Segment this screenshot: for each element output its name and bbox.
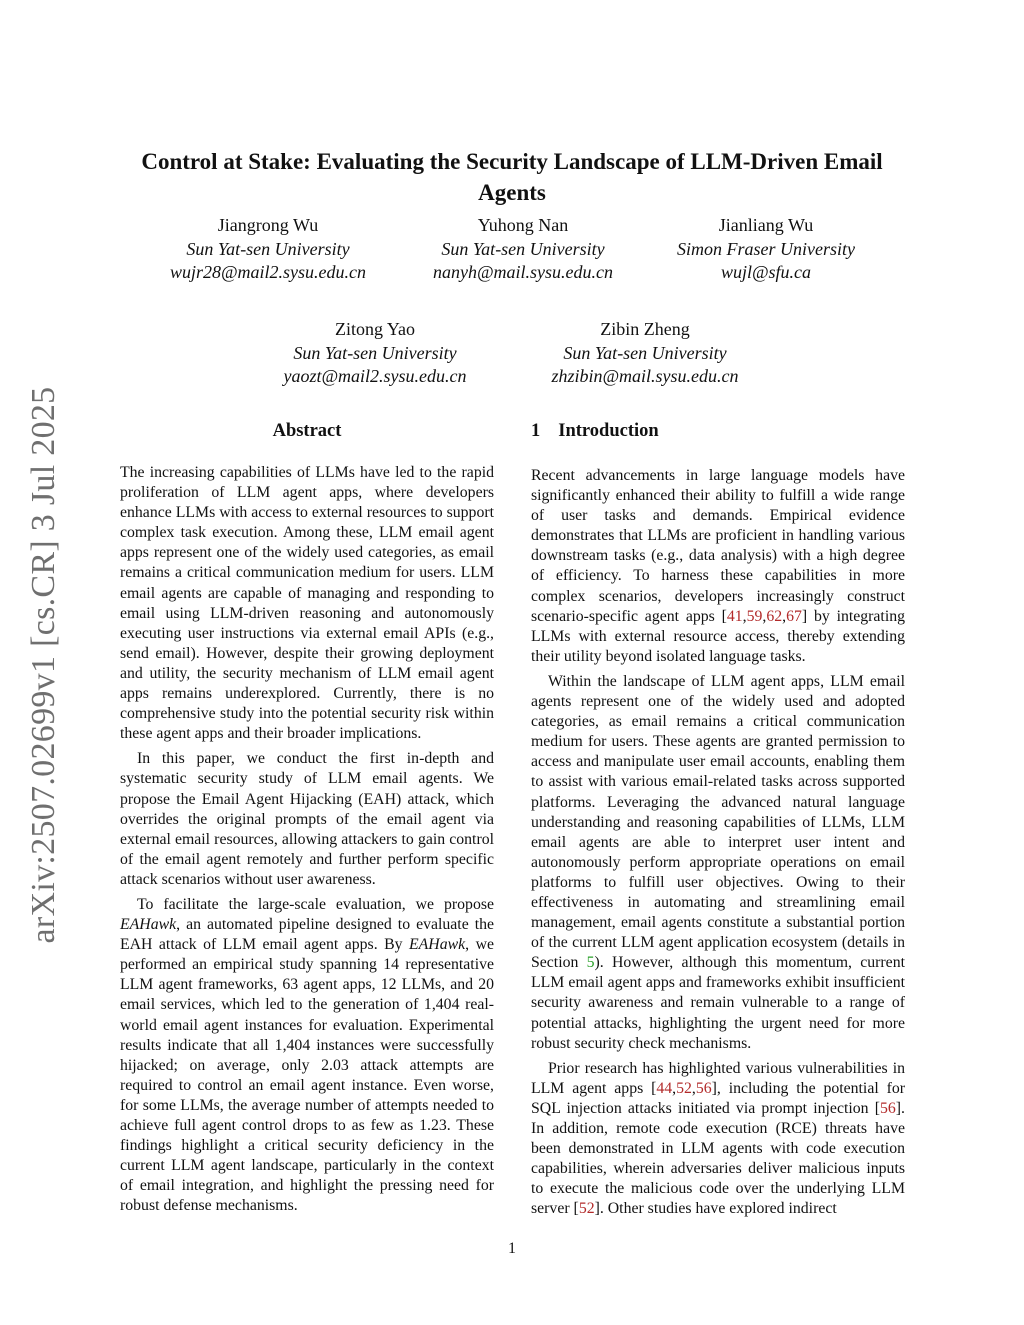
author-name: Zibin Zheng <box>600 319 690 339</box>
citation-link[interactable]: 44 <box>656 1079 673 1097</box>
author-name: Zitong Yao <box>334 319 415 339</box>
abstract-column <box>120 463 494 1216</box>
citation-link[interactable]: 62 <box>766 607 783 625</box>
paper-title: Control at Stake: Evaluating the Security Landscape of LLM-Driven Email Agents <box>141 149 883 205</box>
author-name: Yuhong Nan <box>477 215 569 235</box>
author-block <box>225 318 525 389</box>
section-number: 1 <box>531 421 541 441</box>
citation-link[interactable]: 52 <box>578 1200 595 1218</box>
citation-link[interactable]: 41 <box>726 607 743 625</box>
citation-link[interactable]: 56 <box>695 1079 712 1097</box>
arxiv-id: arXiv:2507.02699v1 [cs.CR] 3 Jul 2025 <box>25 386 62 944</box>
section-link[interactable]: 5 <box>586 954 595 972</box>
introduction-column <box>531 466 905 1219</box>
author-block <box>495 318 795 389</box>
abstract-paragraph: The increasing capabilities of LLMs have led to the rapid proliferation of LLM agent apps, where developers enhance LLMs with access to external resources to support complex task execution. Among these, LLM email agent apps represent one of the widely used categories, as email remains a critical communication medium for users. LLM email agents are capable of managing and responding to email using LLM-driven reasoning and autonomously executing user instructions via external email APIs (e.g., send email). However, despite their growing deployment and utility, the security mechanism of LLM email agent apps remains underexplored. Currently, there is no comprehensive study into the potential security risk within these agent apps and their broader implications. <box>120 464 494 743</box>
citation-link[interactable]: 67 <box>786 607 802 625</box>
author-email[interactable]: yaozt@mail2.sysu.edu.cn <box>283 366 467 386</box>
introduction-heading <box>531 421 659 442</box>
intro-paragraph: Recent advancements in large language models have significantly enhanced their ability to fulfill a wide range of user tasks and demands. Empirical evidence demonstrates that LLMs are proficient in handling various downstream tasks (e.g., data analysis) with a high degree of efficiency. To harness these capabilities in more complex scenarios, developers increasingly construct scenario-specific agent apps [41,59,62,67] by integrating LLMs with external resource access, thereby extending their utility beyond isolated language tasks. <box>531 467 906 665</box>
author-affiliation: Sun Yat-sen University <box>186 238 350 259</box>
tool-name: EAHawk <box>120 916 177 934</box>
author-email[interactable]: wujl@sfu.ca <box>720 262 812 282</box>
author-affiliation: Sun Yat-sen University <box>293 342 457 363</box>
author-affiliation: Sun Yat-sen University <box>563 342 727 363</box>
author-name: Jiangrong Wu <box>217 215 319 235</box>
intro-paragraph: Within the landscape of LLM agent apps, LLM email agents represent one of the widely used and adopted categories, as email remains a critical communication medium for users. These agents are granted permission to access and manipulate user email accounts, enabling them to assist with various email-related tasks across supported platforms. Leveraging the advanced natural language understanding and reasoning capabilities of LLMs, LLM email agents are able to interpret user intent and autonomously perform appropriate operations on email platforms to fulfill user objectives. Owing to their effectiveness in automating and streamlining email management, email agents constitute a substantial portion of the current LLM agent application ecosystem (details in Section 5). However, although this momentum, current LLM email agent apps and frameworks exhibit insufficient security awareness and remain vulnerable to a range of potential attacks, highlighting the urgent need for more robust security check mechanisms. <box>531 672 905 1052</box>
author-name: Jianliang Wu <box>718 215 814 235</box>
citation-link[interactable]: 56 <box>879 1099 896 1117</box>
section-title: Introduction <box>558 421 659 441</box>
citation-link[interactable]: 52 <box>676 1079 692 1097</box>
arxiv-sidebar-stamp <box>14 385 74 945</box>
citation-link[interactable]: 59 <box>746 607 763 625</box>
author-block <box>616 214 916 285</box>
tool-name: EAHawk <box>409 936 466 954</box>
author-email[interactable]: zhzibin@mail.sysu.edu.cn <box>551 366 739 386</box>
abstract-paragraph: In this paper, we conduct the first in-depth and systematic security study of LLM email agents. We propose the Email Agent Hijacking (EAH) attack, which overrides the original prompts of the email agent via external email resources, allowing attackers to gain control of the email agent remotely and further perform specific attack scenarios without user awareness. <box>120 750 494 888</box>
author-affiliation: Simon Fraser University <box>677 238 855 259</box>
intro-paragraph: Prior research has highlighted various vulnerabilities in LLM agent apps [44,52,56], including the potential for SQL injection attacks initiated via prompt injection [56]. In addition, remote code execution (RCE) threats have been demonstrated in LLM agents with code execution capabilities, wherein adversaries deliver malicious inputs to execute the malicious code over the underlying LLM server [52]. Other studies have explored indirect <box>531 1059 906 1218</box>
abstract-heading: Abstract <box>272 421 342 441</box>
author-email[interactable]: wujr28@mail2.sysu.edu.cn <box>169 262 367 282</box>
author-email[interactable]: nanyh@mail.sysu.edu.cn <box>432 262 614 282</box>
page-number: 1 <box>508 1240 516 1257</box>
abstract-paragraph: To facilitate the large-scale evaluation, we propose EAHawk, an automated pipeline designed to evaluate the EAH attack of LLM email agent apps. By EAHawk, we performed an empirical study spanning 14 representative LLM agent frameworks, 63 agent apps, 12 LLMs, and 20 email services, which led to the generation of 1,404 real-world email agent instances for evaluation. Experimental results indicate that all 1,404 instances were successfully hijacked; on average, only 2.03 attack attempts are required to control an email agent instance. Even worse, for some LLMs, the average number of attempts needed to achieve full agent control drops to as few as 1.23. These findings highlight a critical security deficiency in the current LLM agent landscape, particularly in the context of email integration, and highlight the pressing need for robust defense mechanisms. <box>120 895 494 1215</box>
author-affiliation: Sun Yat-sen University <box>441 238 605 259</box>
